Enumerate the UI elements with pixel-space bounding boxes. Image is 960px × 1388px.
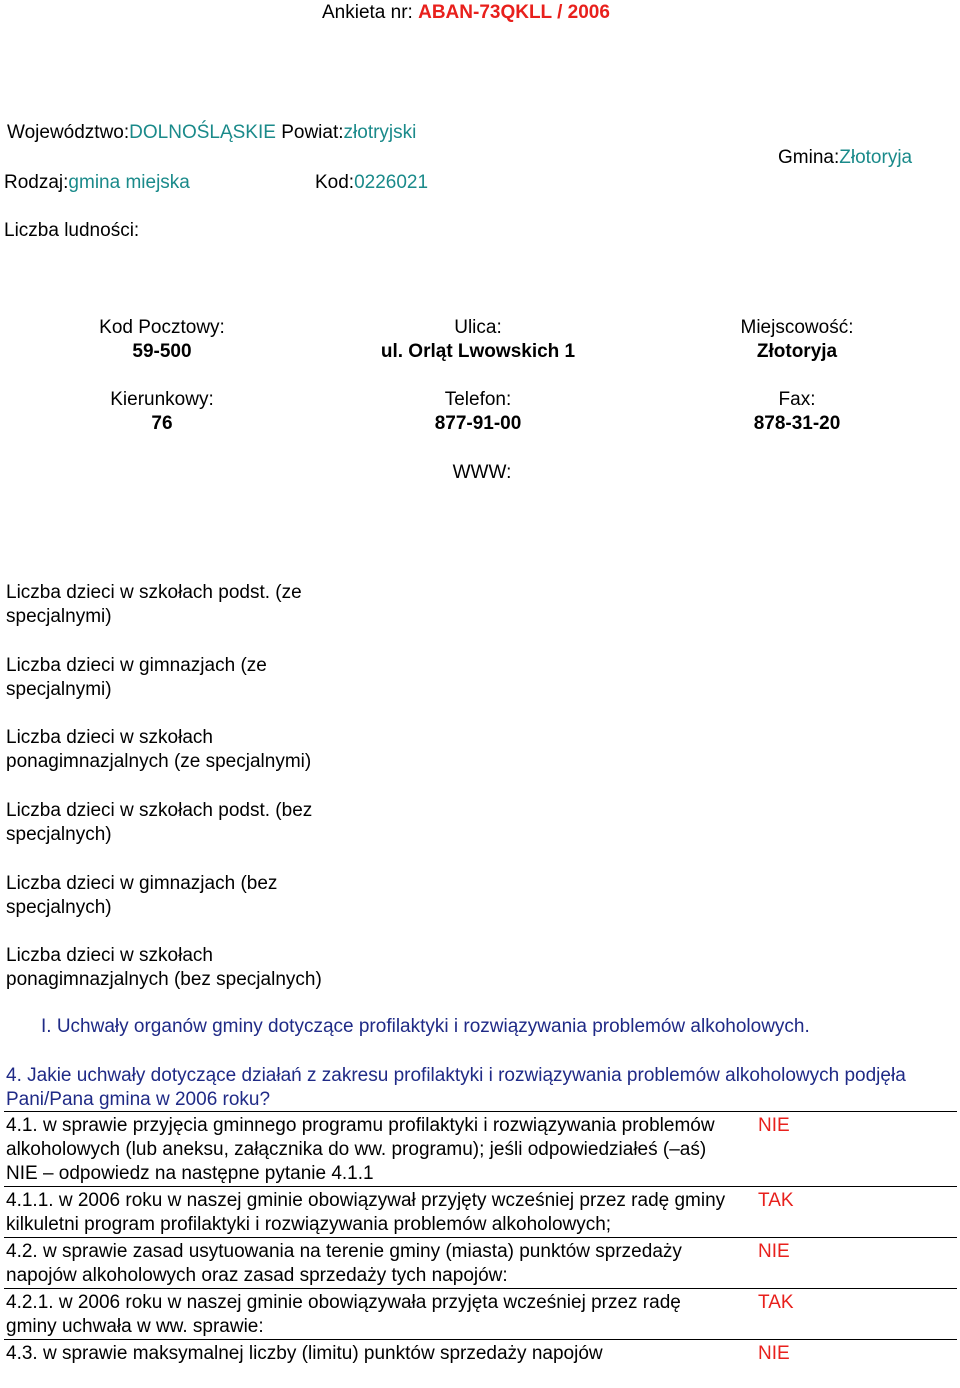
city-block — [677, 316, 917, 364]
survey-header — [322, 1, 610, 25]
survey-number: ABAN-73QKLL / 2006 — [418, 2, 610, 23]
city-value: Złotoryja — [756, 341, 838, 362]
county-label: Powiat: — [281, 122, 344, 143]
voivodeship-label: Województwo: — [7, 122, 130, 143]
table-row — [4, 1289, 957, 1340]
stat-primary-with-special: Liczba dzieci w szkołach podst. (ze specjalnymi) — [6, 582, 302, 627]
question-heading: 4. Jakie uchwały dotyczące działań z zakresu profilaktyki i rozwiązywania problemów alkoholowych podjęła Pani/Pana gmina w 2006 roku? — [6, 1065, 906, 1110]
answer-value: NIE — [758, 1241, 790, 1262]
answer-question: 4.2.1. w 2006 roku w naszej gminie obowiązywała przyjęta wcześniej przez radę gminy uchwała w ww. sprawie: — [6, 1292, 681, 1337]
stat-gymnasium-without-special: Liczba dzieci w gimnazjach (bez specjalnych) — [6, 873, 278, 918]
phone-block — [358, 388, 598, 436]
answer-value: TAK — [758, 1190, 794, 1211]
www-block — [362, 461, 602, 485]
answers-table — [4, 1111, 957, 1366]
answer-question: 4.1.1. w 2006 roku w naszej gminie obowiązywał przyjęty wcześniej przez radę gminy kilkuletni program profilaktyki i rozwiązywania problemów alkoholowych; — [6, 1190, 726, 1235]
street-value: ul. Orląt Lwowskich 1 — [380, 341, 576, 362]
answer-question: 4.2. w sprawie zasad usytuowania na terenie gminy (miasta) punktów sprzedaży napojów alkoholowych oraz zasad sprzedaży tych napojów: — [6, 1241, 682, 1286]
phone-label: Telefon: — [444, 389, 512, 410]
population-label: Liczba ludności: — [4, 220, 140, 241]
fax-block — [677, 388, 917, 436]
table-row — [4, 1238, 957, 1289]
type-line — [4, 171, 190, 195]
stat-postgymnasium-with-special: Liczba dzieci w szkołach ponagimnazjalnych (ze specjalnymi) — [6, 727, 312, 772]
voivodeship-value: DOLNOŚLĄSKIE — [129, 122, 276, 143]
stat-postgymnasium-without-special: Liczba dzieci w szkołach ponagimnazjalnych (bez specjalnych) — [6, 945, 322, 990]
code-value: 0226021 — [354, 172, 429, 193]
answer-question: 4.3. w sprawie maksymalnej liczby (limitu) punktów sprzedaży napojów — [6, 1343, 603, 1364]
gmina-line — [778, 146, 912, 170]
stat-gymnasium-with-special: Liczba dzieci w gimnazjach (ze specjalnymi) — [6, 655, 267, 700]
fax-label: Fax: — [778, 389, 816, 410]
section-title: I. Uchwały organów gminy dotyczące profilaktyki i rozwiązywania problemów alkoholowych. — [41, 1016, 810, 1037]
gmina-label: Gmina: — [778, 147, 840, 168]
type-value: gmina miejska — [68, 172, 190, 193]
area-code-label: Kierunkowy: — [110, 389, 214, 410]
www-label: WWW: — [452, 462, 512, 483]
answer-value: NIE — [758, 1115, 790, 1136]
table-row — [4, 1340, 957, 1367]
code-label: Kod: — [315, 172, 355, 193]
answer-value: TAK — [758, 1292, 794, 1313]
voivodeship-line — [7, 121, 416, 145]
phone-value: 877-91-00 — [434, 413, 522, 434]
fax-value: 878-31-20 — [753, 413, 841, 434]
postal-code-value: 59-500 — [132, 341, 192, 362]
code-line — [315, 171, 428, 195]
street-label: Ulica: — [454, 317, 502, 338]
survey-label: Ankieta nr: — [322, 2, 413, 23]
answer-value: NIE — [758, 1343, 790, 1364]
street-block — [358, 316, 598, 364]
area-code-value: 76 — [151, 413, 173, 434]
gmina-value: Złotoryja — [839, 147, 913, 168]
city-label: Miejscowość: — [740, 317, 854, 338]
county-value: złotryjski — [343, 122, 417, 143]
answer-question: 4.1. w sprawie przyjęcia gminnego programu profilaktyki i rozwiązywania problemów alkoholowych (lub aneksu, załącznika do ww. programu); jeśli odpowiedziałeś (–aś) NIE – odpowiedz na następne pytanie 4.1.1 — [6, 1115, 715, 1184]
table-row — [4, 1112, 957, 1187]
area-code-block — [42, 388, 282, 436]
postal-code-block — [42, 316, 282, 364]
postal-code-label: Kod Pocztowy: — [99, 317, 225, 338]
stat-primary-without-special: Liczba dzieci w szkołach podst. (bez specjalnych) — [6, 800, 313, 845]
type-label: Rodzaj: — [4, 172, 69, 193]
table-row — [4, 1187, 957, 1238]
